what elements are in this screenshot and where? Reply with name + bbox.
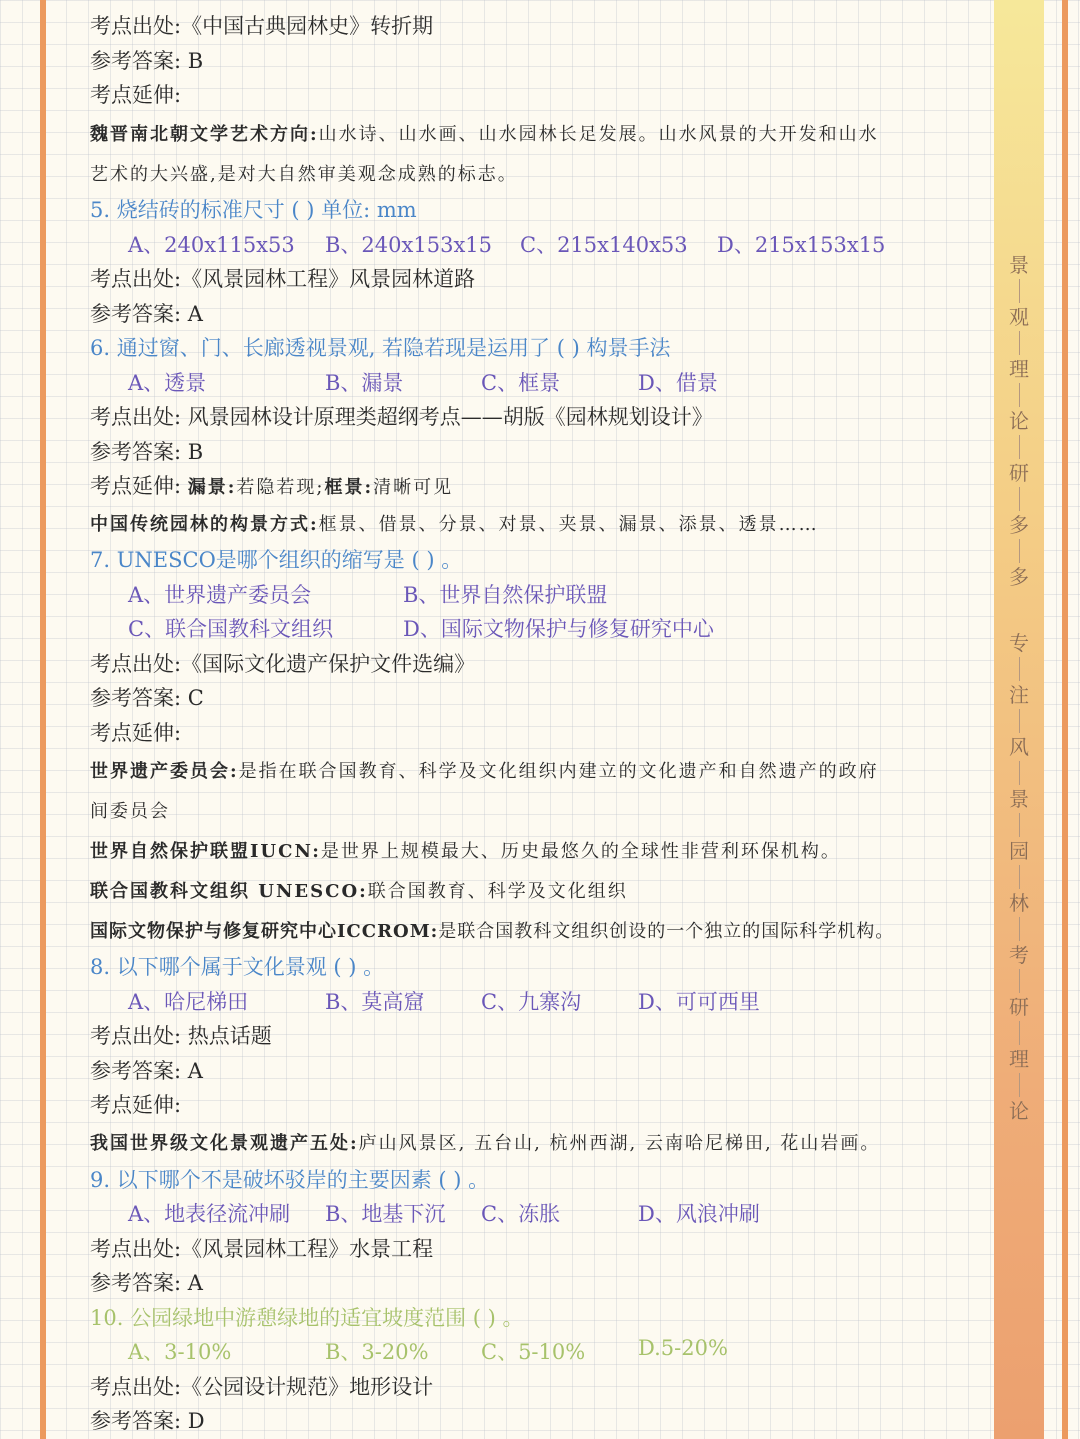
- extension-label: 考点延伸:: [90, 1093, 182, 1117]
- source-line: 考点出处: 热点话题: [90, 1024, 272, 1048]
- answer-line: 参考答案: A: [90, 302, 203, 326]
- side-char: 研: [1009, 995, 1029, 1019]
- side-char: 林: [1009, 891, 1029, 915]
- side-char: 景: [1009, 253, 1029, 277]
- extension-text: [90, 510, 819, 536]
- option-b: B、3-20%: [325, 1340, 429, 1364]
- side-char: 研: [1009, 461, 1029, 485]
- question-6: 6. 通过窗、门、长廊透视景观, 若隐若现是运用了 ( ) 构景手法: [90, 336, 671, 360]
- extension-desc: 联合国教育、科学及文化组织: [367, 881, 628, 902]
- source-line: 考点出处:《公园设计规范》地形设计: [90, 1375, 434, 1399]
- question-10: 10. 公园绿地中游憩绿地的适宜坡度范围 ( ) 。: [90, 1306, 524, 1330]
- right-border: [1062, 0, 1068, 1439]
- option-a: A、地表径流冲刷: [128, 1202, 291, 1226]
- extension-term: 世界自然保护联盟IUCN:: [90, 841, 321, 862]
- answer-line: 参考答案: B: [90, 49, 204, 73]
- option-c: C、冻胀: [481, 1202, 561, 1226]
- extension-desc: 清晰可见: [373, 477, 454, 498]
- extension-term: 我国世界级文化景观遗产五处:: [90, 1133, 359, 1154]
- extension-term: 漏景:: [187, 477, 237, 498]
- option-a: A、透景: [128, 371, 207, 395]
- option-d: D、借景: [638, 371, 718, 395]
- side-char: 多: [1009, 513, 1029, 537]
- extension-label: 考点延伸:: [90, 83, 182, 107]
- extension-text: 间委员会: [90, 801, 170, 822]
- side-char: 观: [1009, 305, 1029, 329]
- source-line: 考点出处:《风景园林工程》风景园林道路: [90, 267, 476, 291]
- side-char: 理: [1009, 357, 1029, 381]
- extension-text: [90, 757, 879, 783]
- option-d: D、国际文物保护与修复研究中心: [403, 617, 714, 641]
- extension-desc: 是世界上规模最大、历史最悠久的全球性非营利环保机构。: [320, 841, 841, 862]
- option-c: C、联合国教科文组织: [128, 617, 334, 641]
- option-b: B、世界自然保护联盟: [403, 583, 608, 607]
- extension-text: [90, 120, 879, 146]
- side-char: 注: [1009, 683, 1029, 707]
- answer-line: 参考答案: D: [90, 1409, 205, 1433]
- extension-desc: 庐山风景区, 五台山, 杭州西湖, 云南哈尼梯田, 花山岩画。: [358, 1133, 881, 1154]
- extension-desc: 若隐若现;: [236, 477, 325, 498]
- extension-text: [90, 877, 628, 903]
- side-char: 风: [1009, 735, 1029, 759]
- extension-term: 联合国教科文组织 UNESCO:: [90, 881, 368, 902]
- source-line: 考点出处: 风景园林设计原理类超纲考点——胡版《园林规划设计》: [90, 405, 713, 429]
- extension-text: [90, 837, 841, 863]
- question-5: 5. 烧结砖的标准尺寸 ( ) 单位: mm: [90, 198, 417, 222]
- extension-text: 艺术的大兴盛,是对大自然审美观念成熟的标志。: [90, 164, 518, 185]
- option-c: C、九寨沟: [481, 990, 582, 1014]
- option-d: D、风浪冲刷: [638, 1202, 760, 1226]
- extension-desc: 框景、借景、分景、对景、夹景、漏景、添景、透景……: [318, 514, 819, 535]
- source-line: 考点出处:《国际文化遗产保护文件选编》: [90, 652, 476, 676]
- option-c: C、框景: [481, 371, 561, 395]
- extension-term: 世界遗产委员会:: [90, 761, 239, 782]
- side-char: 园: [1009, 839, 1029, 863]
- option-a: A、3-10%: [128, 1340, 232, 1364]
- side-char: 论: [1009, 409, 1029, 433]
- side-char: 多: [1009, 565, 1029, 589]
- extension-text: [90, 1129, 880, 1155]
- extension-term: 中国传统园林的构景方式:: [90, 514, 319, 535]
- question-7: 7. UNESCO是哪个组织的缩写是 ( ) 。: [90, 548, 463, 572]
- option-a: A、哈尼梯田: [128, 990, 249, 1014]
- extension-label: 考点延伸:: [90, 474, 188, 498]
- side-char: 专: [1009, 631, 1029, 655]
- answer-line: 参考答案: C: [90, 686, 204, 710]
- source-line: 考点出处:《风景园林工程》水景工程: [90, 1237, 434, 1261]
- option-a: A、世界遗产委员会: [128, 583, 312, 607]
- extension-text: [90, 470, 453, 500]
- option-a: A、240x115x53: [128, 233, 295, 257]
- side-char: 考: [1009, 943, 1029, 967]
- answer-line: 参考答案: A: [90, 1271, 203, 1295]
- side-vertical-text: [994, 252, 1044, 1124]
- option-c: C、215x140x53: [520, 233, 688, 257]
- extension-term: 国际文物保护与修复研究中心ICCROM:: [90, 921, 439, 942]
- option-b: B、漏景: [325, 371, 404, 395]
- option-b: B、莫高窟: [325, 990, 425, 1014]
- extension-desc: 山水诗、山水画、山水园林长足发展。山水风景的大开发和山水: [318, 124, 879, 145]
- option-b: B、地基下沉: [325, 1202, 446, 1226]
- option-d: D、215x153x15: [717, 233, 886, 257]
- extension-term: 框景:: [324, 477, 374, 498]
- extension-text: [90, 917, 894, 943]
- option-b: B、240x153x15: [325, 233, 493, 257]
- question-9: 9. 以下哪个不是破坏驳岸的主要因素 ( ) 。: [90, 1168, 490, 1192]
- answer-line: 参考答案: A: [90, 1059, 203, 1083]
- option-c: C、5-10%: [481, 1340, 586, 1364]
- answer-line: 参考答案: B: [90, 440, 204, 464]
- option-d: D.5-20%: [638, 1336, 728, 1360]
- side-char: 景: [1009, 787, 1029, 811]
- extension-label: 考点延伸:: [90, 721, 182, 745]
- option-d: D、可可西里: [638, 990, 760, 1014]
- extension-term: 魏晋南北朝文学艺术方向:: [90, 124, 319, 145]
- side-char: 理: [1009, 1047, 1029, 1071]
- extension-desc: 是联合国教科文组织创设的一个独立的国际科学机构。: [438, 921, 895, 942]
- source-line: 考点出处:《中国古典园林史》转折期: [90, 14, 434, 38]
- question-8: 8. 以下哪个属于文化景观 ( ) 。: [90, 955, 385, 979]
- side-char: 论: [1009, 1099, 1029, 1123]
- extension-desc: 是指在联合国教育、科学及文化组织内建立的文化遗产和自然遗产的政府: [238, 761, 879, 782]
